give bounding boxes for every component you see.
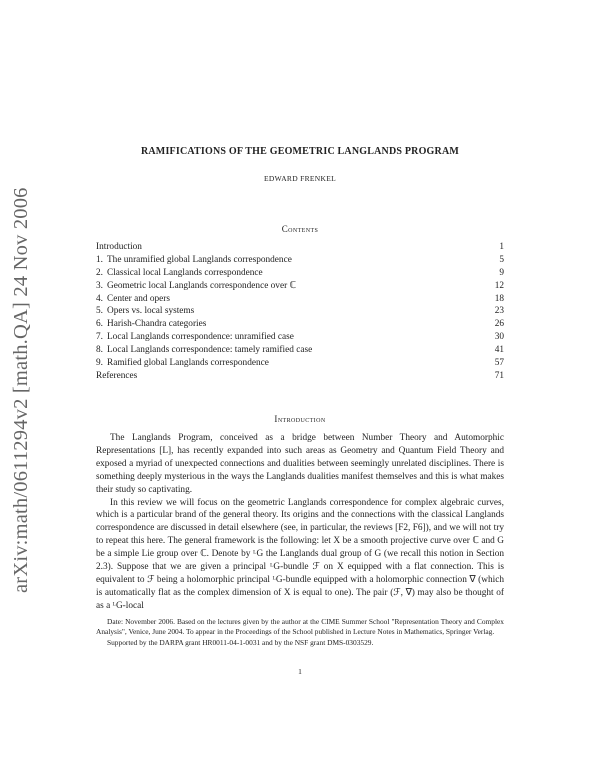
table-of-contents [96,241,504,383]
toc-entry-page: 30 [494,332,504,343]
toc-entry-number: 3. [96,280,103,291]
section-heading: Introduction [274,414,326,424]
toc-entry-number: 7. [96,332,103,343]
toc-entry-number: 5. [96,306,103,317]
toc-entry-number: 6. [96,319,103,330]
page-number: 1 [298,667,302,676]
author-name: EDWARD FRENKEL [264,174,336,183]
toc-entry[interactable] [96,254,504,267]
footnote: Date: November 2006. Based on the lectures given by the author at the CIME Summer School "Representation Theory and Complex Analysis", Venice, June 2004. To appear in the Proceedings of the School published in Lecture Notes in Mathematics, Springer Verlag. [96,617,504,636]
toc-entry[interactable] [96,331,504,344]
toc-entry-page: 71 [494,370,504,381]
toc-entry-title: Opers vs. local systems [107,306,195,317]
toc-entry-title: Classical local Langlands correspondence [107,267,263,278]
toc-entry-title: Center and opers [107,293,170,304]
toc-entry[interactable] [96,267,504,280]
paragraph: The Langlands Program, conceived as a bridge between Number Theory and Automorphic Representations [L], has recently expanded into such areas as Geometry and Quantum Field Theory and exposed a myriad of unexpected connections and dualities between seemingly unrelated disciplines. There is something deeply mysterious in the ways the Langlands dualities manifest themselves and this is what makes their study so captivating. [96,433,504,495]
footnote: Supported by the DARPA grant HR0011-04-1-0031 and by the NSF grant DMS-0303529. [107,638,374,648]
toc-entry-title: The unramified global Langlands correspondence [107,254,292,265]
toc-entry-title: References [96,370,138,381]
toc-entry-page: 5 [499,254,504,265]
toc-entry-number: 4. [96,293,103,304]
body-text [96,432,504,613]
toc-entry-page: 57 [494,358,504,369]
toc-entry[interactable] [96,357,504,370]
toc-entry[interactable] [96,370,504,383]
toc-entry-title: Harish-Chandra categories [107,319,207,330]
toc-entry-title: Local Langlands correspondence: tamely ramified case [107,345,313,356]
toc-entry-number: 2. [96,267,103,278]
toc-entry[interactable] [96,344,504,357]
toc-entry-page: 12 [494,280,504,291]
toc-entry[interactable] [96,318,504,331]
toc-entry-title: Geometric local Langlands correspondence over ℂ [107,280,296,291]
toc-entry-title: Introduction [96,242,142,252]
toc-entry-number: 9. [96,358,103,369]
toc-entry-title: Local Langlands correspondence: unramified case [107,332,294,343]
toc-entry-number: 8. [96,345,103,356]
arxiv-identifier: arXiv:math/0611294v2 [math.QA] 24 Nov 2006 [10,187,32,593]
toc-entry[interactable] [96,305,504,318]
toc-entry[interactable] [96,241,504,254]
toc-entry-page: 41 [494,345,504,356]
toc-entry[interactable] [96,280,504,293]
toc-entry-page: 9 [499,267,504,278]
toc-entry-page: 23 [494,306,504,317]
toc-entry[interactable] [96,293,504,306]
footnotes [96,617,504,648]
paper-title: RAMIFICATIONS OF THE GEOMETRIC LANGLANDS PROGRAM [140,146,460,157]
toc-entry-page: 1 [499,242,504,252]
paragraph: In this review we will focus on the geometric Langlands correspondence for complex algebraic curves, which is a particular brand of the general theory. Its origins and the connections with the classical Langlands correspondence are discussed in detail elsewhere (see, in particular, the reviews [F2, F6]), and we will not try to repeat this here. The general framework is the following: let X be a smooth projective curve over ℂ and G be a simple Lie group over ℂ. Denote by ᴸG the Langlands dual group of G (we recall this notion in Section 2.3). Suppose that we are given a principal ᴸG-bundle ℱ on X equipped with a flat connection. This is equivalent to ℱ being a holomorphic principal ᴸG-bundle equipped with a holomorphic connection ∇ (which is automatically flat as the complex dimension of X is equal to one). The pair (ℱ, ∇) may also be thought of as a ᴸG-local [96,497,504,611]
toc-entry-page: 18 [494,293,504,304]
toc-entry-page: 26 [494,319,504,330]
toc-entry-title: Ramified global Langlands correspondence [107,358,269,369]
toc-heading: Contents [281,224,319,234]
toc-entry-number: 1. [96,254,103,265]
